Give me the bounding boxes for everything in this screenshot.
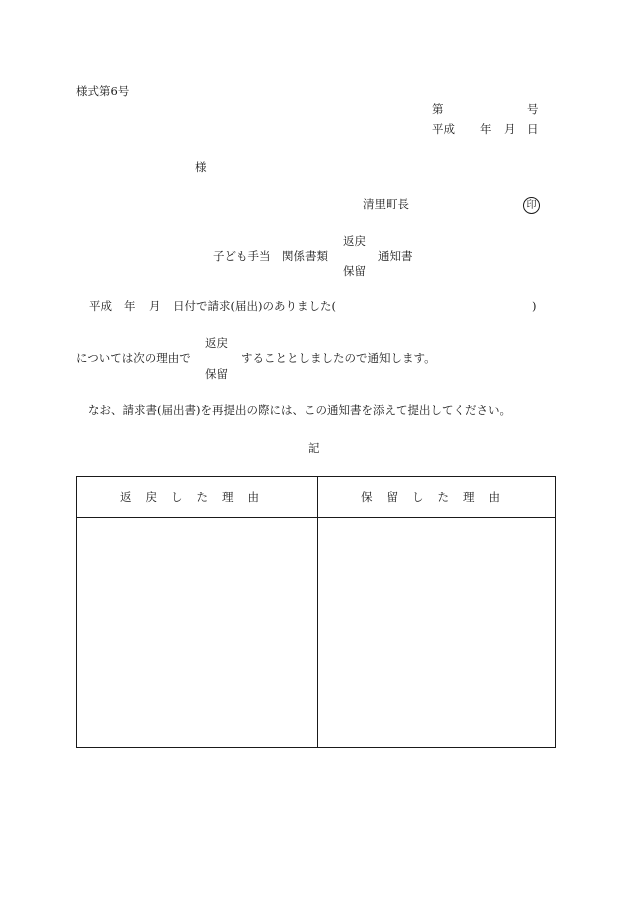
- request-close-paren: ): [532, 299, 537, 313]
- decision-option-hold: 保留: [205, 367, 228, 381]
- decision-option-return: 返戻: [205, 336, 228, 350]
- return-reason-cell: [77, 518, 316, 747]
- resubmission-note: なお、請求書(届出書)を再提出の際には、この通知書を添えて提出してください。: [88, 403, 511, 417]
- hold-reason-cell: [318, 518, 557, 747]
- decision-sentence-left: については次の理由で: [76, 351, 191, 365]
- subject-option-hold: 保留: [343, 264, 366, 278]
- date-year-unit: 年: [480, 122, 492, 136]
- seal-mark: 印: [523, 197, 540, 214]
- ki-heading: 記: [308, 441, 320, 455]
- date-era: 平成: [432, 122, 455, 136]
- addressee-suffix: 様: [195, 160, 207, 174]
- decision-sentence-right: することとしましたので通知します。: [241, 351, 436, 365]
- date-day-unit: 日: [527, 122, 539, 136]
- doc-number-prefix: 第: [432, 102, 444, 116]
- hold-reason-header: 保留した理由: [361, 490, 514, 504]
- subject-suffix: 通知書: [378, 249, 413, 263]
- date-month-unit: 月: [504, 122, 516, 136]
- request-sentence: 日付で請求(届出)のありました(: [173, 299, 336, 313]
- issuer-title: 清里町長: [363, 197, 409, 211]
- doc-number-suffix: 号: [527, 102, 539, 116]
- subject-main: 子ども手当 関係書類: [213, 249, 328, 263]
- return-reason-header: 返戻した理由: [120, 490, 273, 504]
- subject-option-return: 返戻: [343, 234, 366, 248]
- form-number: 様式第6号: [76, 84, 130, 98]
- request-date-era: 平成: [89, 299, 112, 313]
- request-date-year: 年: [124, 299, 136, 313]
- request-date-month: 月: [149, 299, 161, 313]
- reason-table: [76, 476, 556, 748]
